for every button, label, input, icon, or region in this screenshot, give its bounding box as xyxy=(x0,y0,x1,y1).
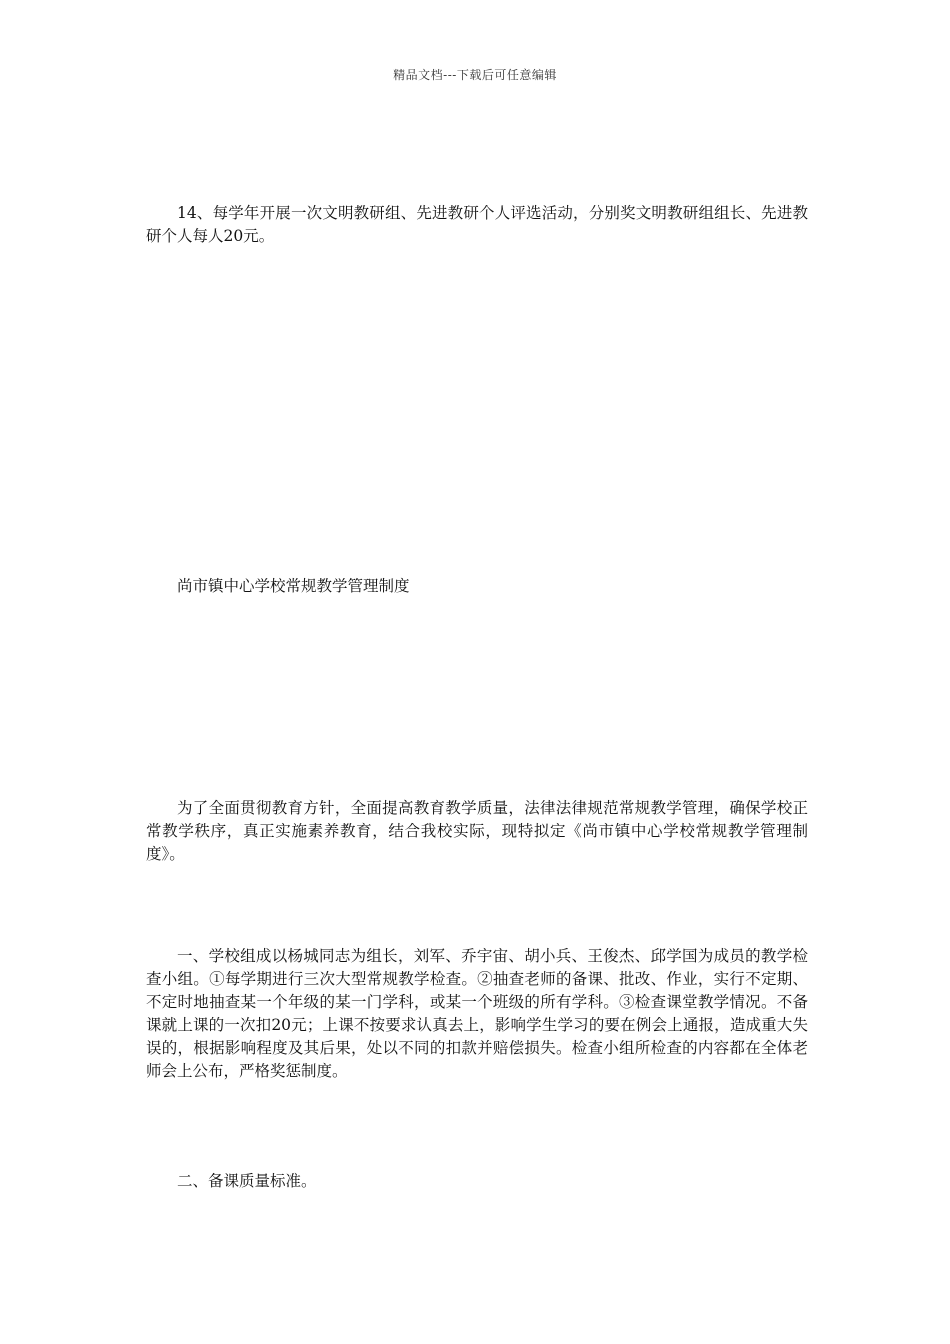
page-header: 精品文档---下载后可任意编辑 xyxy=(393,68,557,82)
document-title: 尚市镇中心学校常规教学管理制度 xyxy=(177,577,410,595)
paragraph-section-2: 二、备课质量标准。 xyxy=(177,1172,317,1190)
paragraph-intro: 为了全面贯彻教育方针，全面提高教育教学质量，法律法律规范常规教学管理，确保学校正常教学秩序，真正实施素养教育，结合我校实际，现特拟定《尚市镇中心学校常规教学管理制度》。 xyxy=(146,799,808,863)
paragraph-item-14: 14、每学年开展一次文明教研组、先进教研个人评选活动，分别奖文明教研组组长、先进教研个人每人20元。 xyxy=(146,204,808,245)
paragraph-section-1: 一、学校组成以杨城同志为组长，刘军、乔宇宙、胡小兵、王俊杰、邱学国为成员的教学检查小组。①每学期进行三次大型常规教学检查。②抽查老师的备课、批改、作业，实行不定期、不定时地抽查某一个年级的某一门学科，或某一个班级的所有学科。③检查课堂教学情况。不备课就上课的一次扣20元；上课不按要求认真去上，影响学生学习的要在例会上通报，造成重大失误的，根据影响程度及其后果，处以不同的扣款并赔偿损失。检查小组所检查的内容都在全体老师会上公布，严格奖惩制度。 xyxy=(146,947,808,1080)
